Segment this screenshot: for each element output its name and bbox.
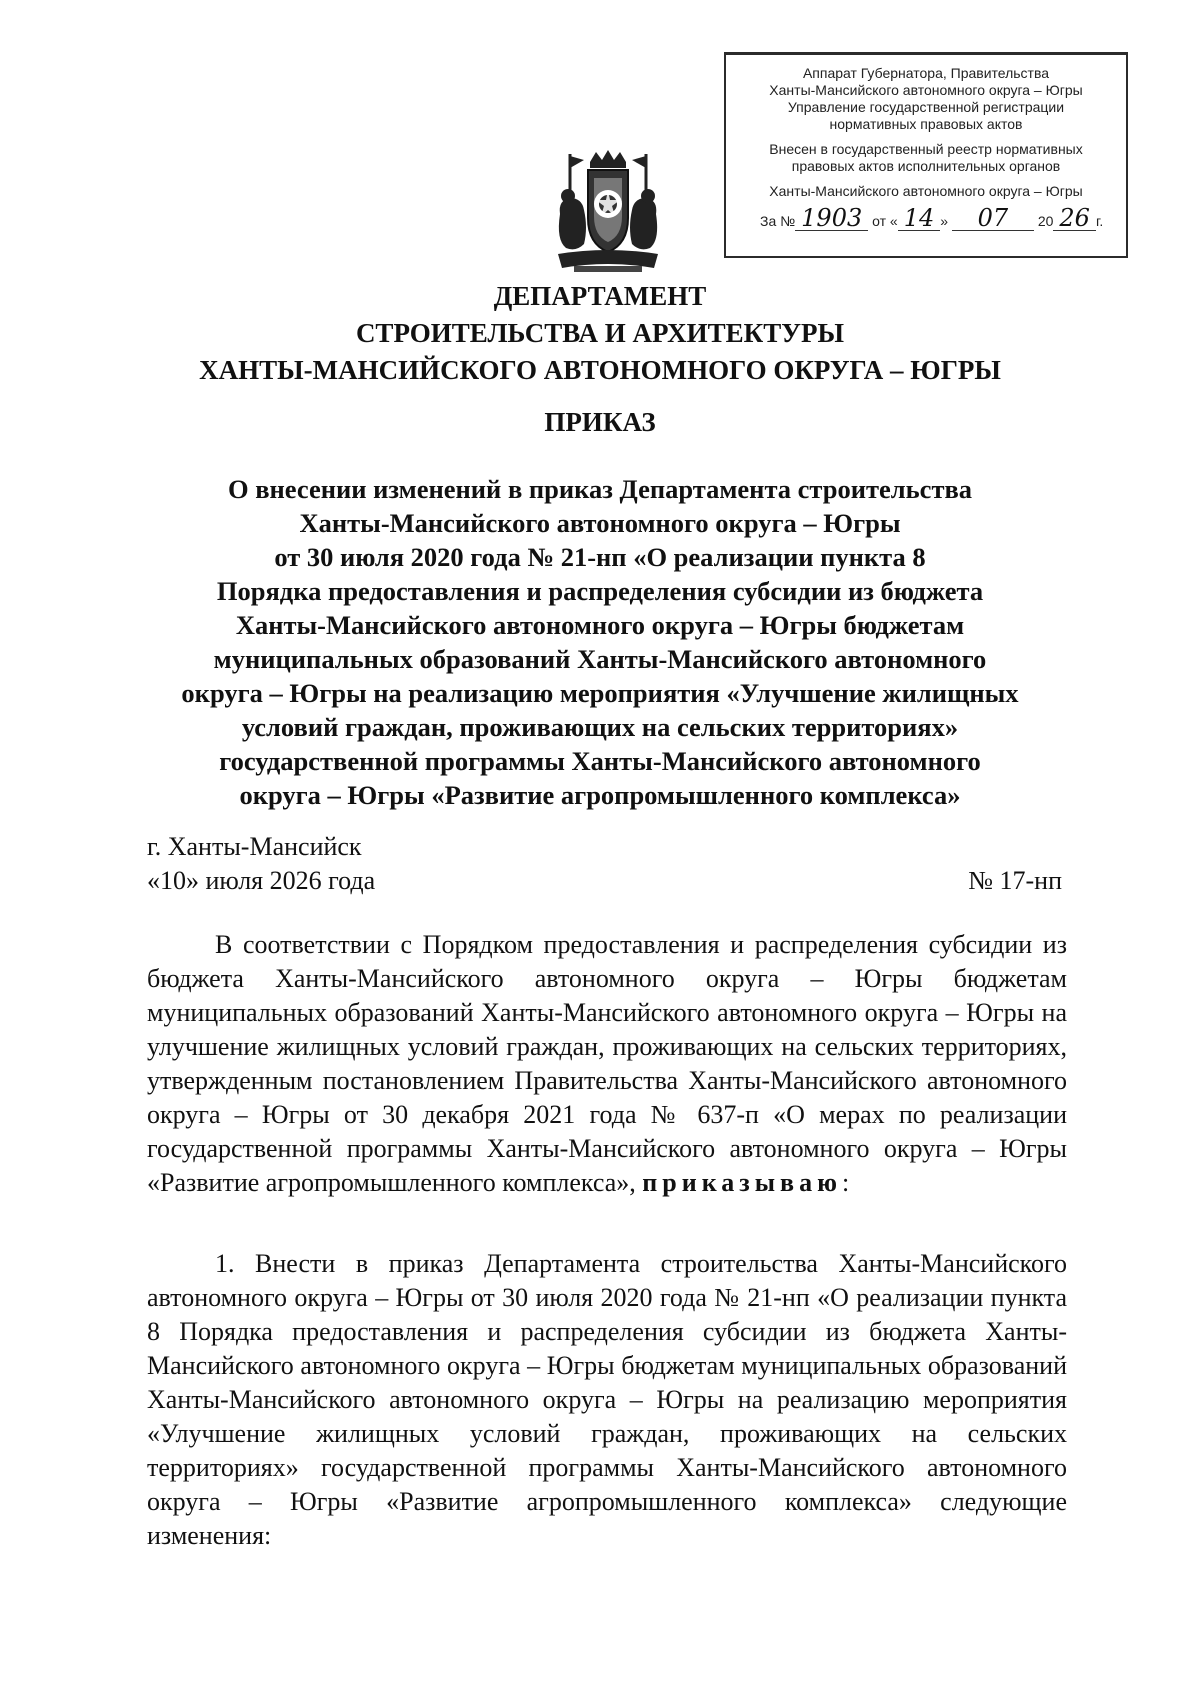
subject-line: округа – Югры «Развитие агропромышленного комплекса» [239, 780, 961, 810]
stamp-line: Ханты-Мансийского автономного округа – Югры [769, 82, 1083, 98]
stamp-line: нормативных правовых актов [829, 116, 1023, 132]
stamp-year-prefix: 20 [1037, 213, 1054, 229]
stamp-line: Внесен в государственный реестр нормативных [769, 141, 1083, 157]
header-line: СТРОИТЕЛЬСТВА И АРХИТЕКТУРЫ [355, 318, 845, 348]
stamp-line: правовых актов исполнительных органов [791, 158, 1061, 174]
subject-line: от 30 июля 2020 года № 21-нп «О реализации пункта 8 [274, 542, 926, 572]
stamp-from-label: от « [872, 213, 898, 229]
stamp-number-label: За № [760, 213, 796, 229]
order-meta [147, 830, 1067, 898]
document-type: ПРИКАЗ [544, 407, 656, 437]
order-city: г. Ханты-Мансийск [147, 832, 362, 861]
stamp-year-end: г. [1095, 213, 1104, 229]
registration-stamp [724, 52, 1128, 258]
header-line: ДЕПАРТАМЕНТ [493, 281, 707, 311]
subject-line: Порядка предоставления и распределения субсидии из бюджета [216, 576, 984, 606]
stamp-month: 07 [952, 206, 1034, 231]
stamp-year-suffix: 26 [1053, 206, 1096, 231]
department-header [100, 278, 1100, 389]
header-line: ХАНТЫ-МАНСИЙСКОГО АВТОНОМНОГО ОКРУГА – ЮГРЫ [199, 355, 1001, 385]
stamp-line: Ханты-Мансийского автономного округа – Югры [769, 183, 1083, 199]
order-date-row [147, 864, 1067, 898]
subject-line: условий граждан, проживающих на сельских территориях» [241, 712, 959, 742]
subject-line: муниципальных образований Ханты-Мансийского автономного [213, 644, 987, 674]
stamp-line: Управление государственной регистрации [787, 99, 1065, 115]
preamble-text: В соответствии с Порядком предоставления и распределения субсидии из бюджета Ханты-Мансийского автономного округа – Югры бюджетам муниципальных образований Ханты-Мансийского автономного округа – Югры на улучшение жилищных условий граждан, проживающих на сельских территориях, утвержденным постановлением Правительства Ханты-Мансийского автономного округа – Югры от 30 декабря 2021 года № 637-п «О мерах по реализации государственной программы Ханты-Мансийского автономного округа – Югры «Развитие агропромышленного комплекса», [147, 930, 1067, 1197]
coat-of-arms-icon [554, 148, 662, 276]
stamp-registration-date [726, 206, 1126, 231]
stamp-line: Аппарат Губернатора, Правительства [802, 65, 1050, 81]
stamp-day: 14 [898, 206, 941, 231]
preamble-paragraph [147, 928, 1067, 1200]
subject-line: Ханты-Мансийского автономного округа – Югры бюджетам [235, 610, 965, 640]
order-number: № 17-нп [968, 866, 1062, 895]
order-date: «10» июля 2026 года [147, 866, 376, 895]
subject-line: государственной программы Ханты-Мансийского автономного [219, 746, 981, 776]
subject-line: округа – Югры на реализацию мероприятия «Улучшение жилищных [181, 678, 1019, 708]
order-verb: приказываю [642, 1168, 842, 1197]
clause-1-paragraph [147, 1247, 1067, 1553]
preamble-end: : [841, 1168, 850, 1197]
clause-1-text: 1. Внести в приказ Департамента строительства Ханты-Мансийского автономного округа – Югры от 30 июля 2020 года № 21-нп «О реализации пункта 8 Порядка предоставления и распределения субсидии из бюджета Ханты-Мансийского автономного округа – Югры бюджетам муниципальных образований Ханты-Мансийского автономного округа – Югры на реализацию мероприятия «Улучшение жилищных условий граждан, проживающих на сельских территориях» государственной программы Ханты-Мансийского автономного округа – Югры «Развитие агропромышленного комплекса» следующие изменения: [147, 1249, 1067, 1550]
subject-line: О внесении изменений в приказ Департамента строительства [227, 474, 973, 504]
stamp-number-value: 1903 [795, 206, 868, 231]
stamp-day-close: » [940, 213, 949, 229]
order-subject [120, 472, 1080, 812]
subject-line: Ханты-Мансийского автономного округа – Югры [299, 508, 901, 538]
